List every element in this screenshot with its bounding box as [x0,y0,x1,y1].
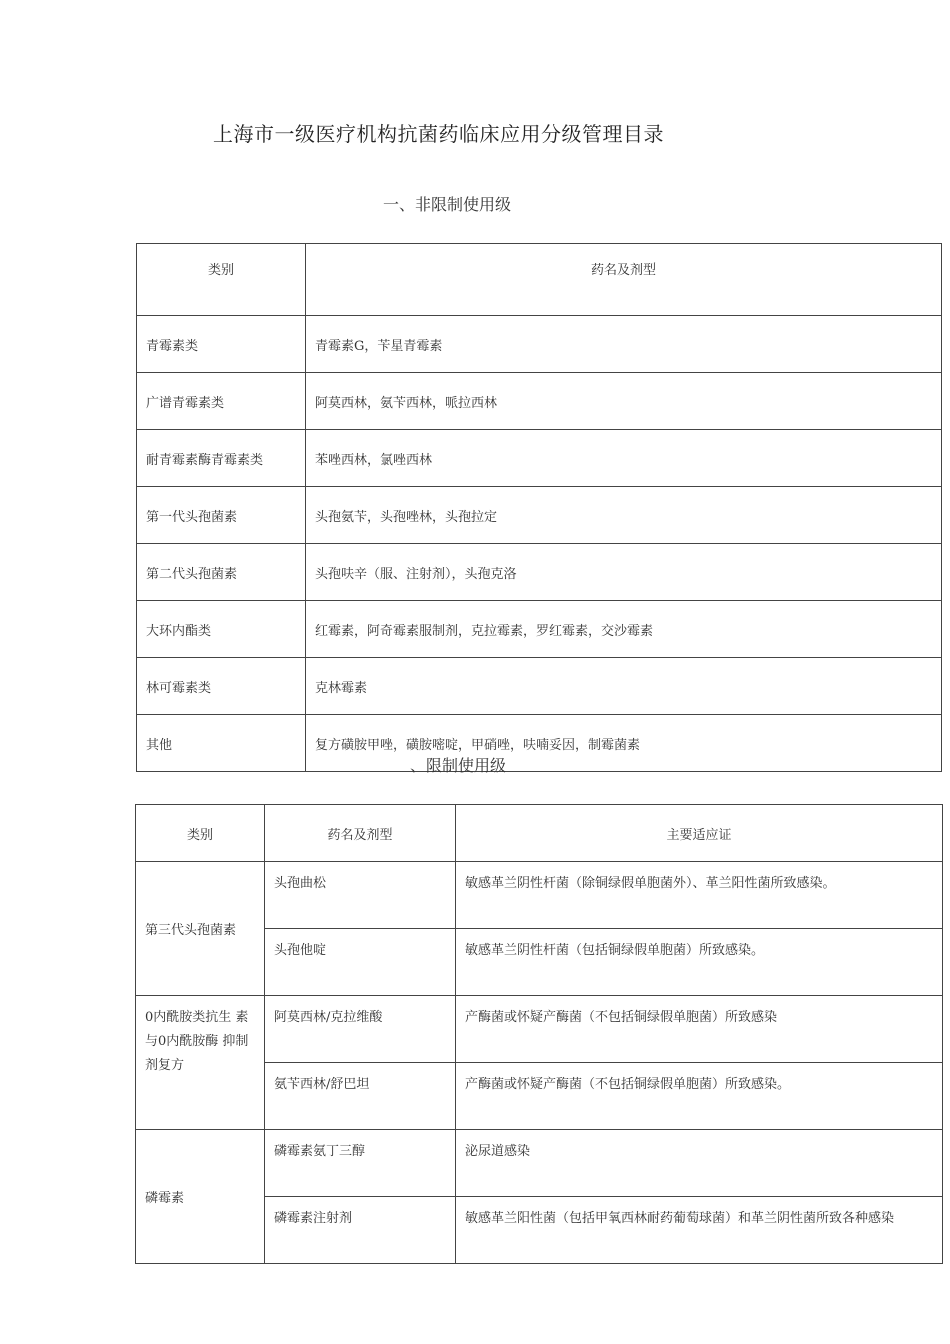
category-cell: 第三代头孢菌素 [136,862,265,996]
drug-cell: 复方磺胺甲唑，磺胺嘧啶，甲硝唑，呋喃妥因，制霉菌素 [306,715,942,772]
drug-cell: 头孢氨苄，头孢唑林，头孢拉定 [306,487,942,544]
restricted-drug-table [135,804,943,1264]
category-cell: 广谱青霉素类 [137,373,306,430]
unrestricted-drug-table [136,243,942,772]
drug-cell: 头孢呋辛（服、注射剂），头孢克洛 [306,544,942,601]
table-row [137,601,942,658]
drug-cell: 头孢曲松 [265,862,456,929]
section1-title: 一、非限制使用级 [383,195,512,214]
indication-cell: 产酶菌或怀疑产酶菌（不包括铜绿假单胞菌）所致感染。 [456,1063,943,1130]
drug-cell: 阿莫西林/克拉维酸 [265,996,456,1063]
indication-cell: 泌尿道感染 [456,1130,943,1197]
table-row [136,862,943,929]
category-cell: 其他 [137,715,306,772]
drug-cell: 头孢他啶 [265,929,456,996]
table-row [136,1130,943,1197]
table-row [136,996,943,1063]
category-cell: 青霉素类 [137,316,306,373]
header-category: 类别 [137,244,306,316]
indication-cell: 敏感革兰阴性杆菌（包括铜绿假单胞菌）所致感染。 [456,929,943,996]
category-cell: 大环内酯类 [137,601,306,658]
indication-cell: 敏感革兰阳性菌（包括甲氧西林耐药葡萄球菌）和革兰阴性菌所致各种感染 [456,1197,943,1264]
header-indication: 主要适应证 [456,805,943,862]
category-cell: 林可霉素类 [137,658,306,715]
table-row [137,430,942,487]
category-cell: 耐青霉素酶青霉素类 [137,430,306,487]
document-title: 上海市一级医疗机构抗菌药临床应用分级管理目录 [213,122,664,146]
header-drug-name: 药名及剂型 [306,244,942,316]
drug-cell: 磷霉素注射剂 [265,1197,456,1264]
drug-cell: 克林霉素 [306,658,942,715]
table-row [137,373,942,430]
indication-cell: 产酶菌或怀疑产酶菌（不包括铜绿假单胞菌）所致感染 [456,996,943,1063]
table-row [137,658,942,715]
header-category: 类别 [136,805,265,862]
drug-cell: 苯唑西林，氯唑西林 [306,430,942,487]
category-cell: 第二代头孢菌素 [137,544,306,601]
drug-cell: 红霉素，阿奇霉素服制剂，克拉霉素，罗红霉素，交沙霉素 [306,601,942,658]
category-cell: 第一代头孢菌素 [137,487,306,544]
table-row [137,715,942,772]
drug-cell: 磷霉素氨丁三醇 [265,1130,456,1197]
category-cell: 0内酰胺类抗生 素与0内酰胺酶 抑制剂复方 [136,996,265,1130]
drug-cell: 青霉素G，苄星青霉素 [306,316,942,373]
drug-cell: 氨苄西林/舒巴坦 [265,1063,456,1130]
table-row [137,316,942,373]
table-row [137,544,942,601]
table-header-row [136,805,943,862]
table-row [137,487,942,544]
indication-cell: 敏感革兰阴性杆菌（除铜绿假单胞菌外）、革兰阳性菌所致感染。 [456,862,943,929]
category-cell: 磷霉素 [136,1130,265,1264]
section2-title: 、限制使用级 [410,756,507,775]
table-header-row [137,244,942,316]
drug-cell: 阿莫西林，氨苄西林，哌拉西林 [306,373,942,430]
header-drug-name: 药名及剂型 [265,805,456,862]
